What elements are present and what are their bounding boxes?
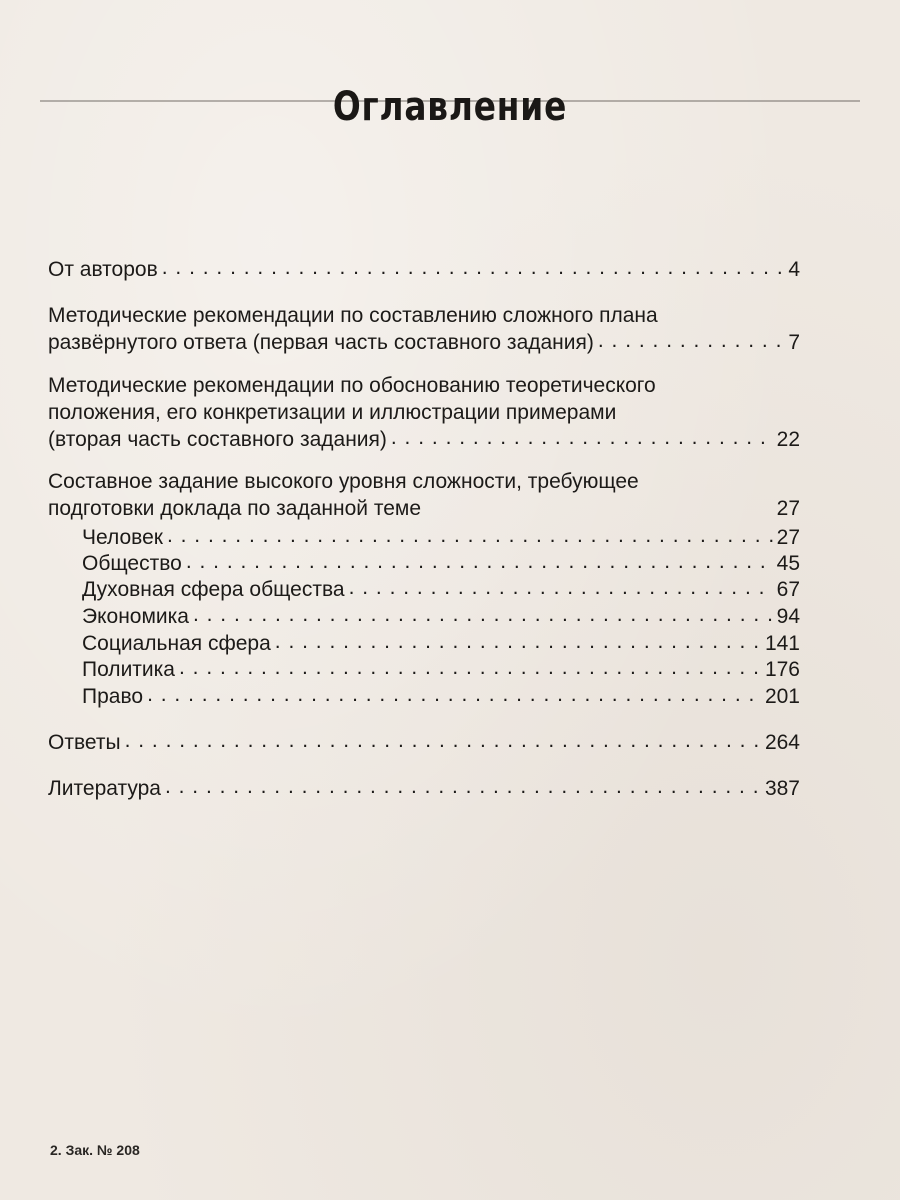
toc-subentry [82,550,800,577]
toc-entry [48,468,800,522]
toc-subentry-label: Политика [82,658,175,681]
toc-page-number: 176 [764,658,800,681]
toc-leader [349,574,773,601]
toc-entry-label: Литература [48,777,161,800]
toc-subentry [82,683,800,710]
toc-page-number: 264 [764,731,800,754]
toc-leader [179,654,761,681]
toc-entry-label-line: подготовки доклада по заданной теме [48,497,422,520]
toc-entry [48,256,800,283]
toc-leader [125,727,761,754]
toc-subentry [82,630,800,657]
toc-page-number: 45 [776,552,800,575]
toc-entry-label-line: Составное задание высокого уровня сложности, требующее [48,470,639,493]
page-title: Оглавление [332,84,568,130]
toc-leader [167,522,773,549]
toc-entry-label-line: развёрнутого ответа (первая часть составного задания) [48,331,594,354]
toc-subentry [82,603,800,630]
toc-entry-label-line: положения, его конкретизации и иллюстрации примерами [48,401,617,424]
toc-entry [48,372,800,453]
toc-entry-label: Ответы [48,731,121,754]
toc-leader [147,681,761,708]
toc-page-number: 27 [776,526,800,549]
toc-leader [391,424,773,451]
toc-page-number: 67 [776,578,800,601]
toc-leader [165,773,761,800]
toc-page-number: 27 [776,497,800,520]
toc-page-number: 7 [788,331,800,354]
toc-page-number: 4 [788,258,800,281]
toc-subentry [82,576,800,603]
toc-leader [162,254,785,281]
toc-entry-label-line: Методические рекомендации по обоснованию теоретического [48,374,656,397]
toc-page-number: 22 [776,428,800,451]
toc-subentry [82,524,800,551]
toc-subentry-label: Общество [82,552,182,575]
toc-page-number: 94 [776,605,800,628]
toc-leader [598,327,784,354]
toc-entry-label-line: Методические рекомендации по составлению сложного плана [48,304,658,327]
toc-entry-label: От авторов [48,258,158,281]
toc-subentry-label: Духовная сфера общества [82,578,345,601]
toc-entry [48,302,800,356]
toc-subentry [82,656,800,683]
toc-subentry-label: Экономика [82,605,189,628]
toc-page-number: 141 [764,632,800,655]
toc-page-number: 387 [764,777,800,800]
toc-subentry-label: Человек [82,526,163,549]
toc-subentry-label: Право [82,685,144,708]
toc-entry [48,775,800,802]
toc-entry-label-line: (вторая часть составного задания) [48,428,387,451]
toc-subentry-label: Социальная сфера [82,632,271,655]
toc-leader [193,601,773,628]
toc-leader [186,548,773,575]
toc-page-number: 201 [764,685,800,708]
toc-leader [275,628,761,655]
toc-entry [48,729,800,756]
footer-order-number: 2. Зак. № 208 [50,1142,140,1158]
